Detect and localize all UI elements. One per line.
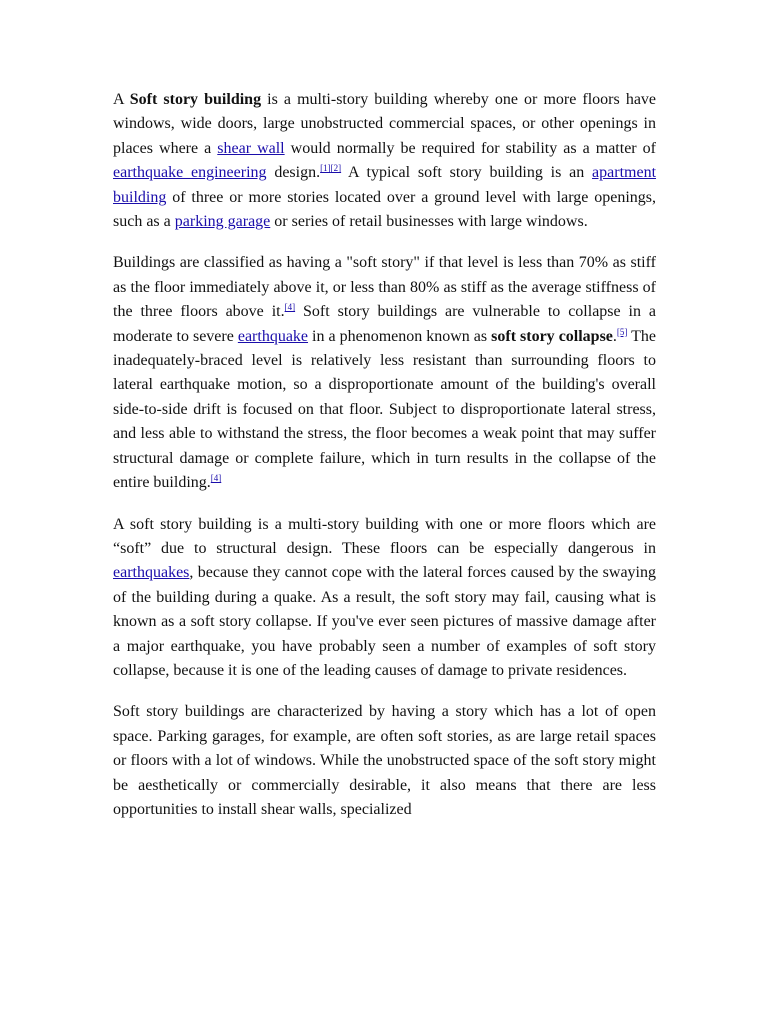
text-segment: in a phenomenon known as xyxy=(308,327,492,345)
document-body xyxy=(113,88,656,839)
paragraph-characteristics xyxy=(113,700,656,822)
text-segment: The inadequately-braced level is relatively less resistant than surrounding floors to lateral earthquake motion, so a disproportionate amount of the building's overall side-to-side drift is focused on that floor. Subject to disproportionate lateral stress, and less able to withstand the stress, the floor becomes a weak point that may suffer structural damage or complete failure, which in turn results in the collapse of the entire building. xyxy=(113,327,656,492)
link-parking-garage[interactable]: parking garage xyxy=(174,213,271,231)
text-segment: or series of retail businesses with large windows. xyxy=(270,213,588,231)
reference-4-link[interactable]: [4] xyxy=(284,302,296,313)
text-segment: A xyxy=(113,91,130,108)
term-soft-story-collapse: soft story collapse xyxy=(491,327,613,345)
reference-4-link[interactable]: [4] xyxy=(210,473,222,484)
text-segment: A typical soft story building is an xyxy=(341,164,593,182)
text-segment: would normally be required for stability as a matter of xyxy=(284,139,656,157)
text-segment: Buildings are classified as having a "soft story" if that level is less than 70% as stiff as the floor immediately above it, or less than 80% as stiff as the average stiffness of the three floors above it. xyxy=(113,254,656,321)
text-segment: . xyxy=(612,327,617,345)
link-apartment-building[interactable]: apartment building xyxy=(113,164,657,206)
paragraph-classification xyxy=(113,251,656,495)
text-segment: of three or more stories located over a ground level with large openings, such as a xyxy=(113,188,656,231)
term-soft-story-building: Soft story building xyxy=(129,91,262,108)
link-earthquake-engineering[interactable]: earthquake engineering xyxy=(113,164,267,182)
text-segment: , because they cannot cope with the lateral forces caused by the swaying of the building during a quake. As a result, the soft story may fail, causing what is known as a soft story collapse. If you've ever seen pictures of massive damage after a major earthquake, you have probably seen a number of examples of soft story collapse, because it is one of the leading causes of damage to private residences. xyxy=(113,564,656,679)
text-segment: is a multi-story building whereby one or more floors have windows, wide doors, large unobstructed commercial spaces, or other openings in places where a xyxy=(113,91,657,157)
paragraph-dangers xyxy=(113,513,656,684)
text-segment: Soft story buildings are vulnerable to collapse in a moderate to severe xyxy=(113,303,656,345)
link-earthquake[interactable]: earthquake xyxy=(237,327,309,345)
link-shear-wall[interactable]: shear wall xyxy=(217,139,285,157)
text-segment: design. xyxy=(266,164,321,182)
text-segment: A soft story building is a multi-story building with one or more floors which are “soft” due to structural design. These floors can be especially dangerous in xyxy=(113,515,656,557)
reference-1-link[interactable]: [1] xyxy=(320,163,331,174)
paragraph-definition xyxy=(113,88,656,234)
reference-2-link[interactable]: [2] xyxy=(330,163,342,174)
text-segment: Soft story buildings are characterized by having a story which has a lot of open space. Parking garages, for example, are often soft stories, as are large retail spaces or floors with a lot of windows. While the unobstructed space of the soft story might be aesthetically or commercially desirable, it also means that there are less opportunities to install shear walls, specialized xyxy=(113,703,656,818)
link-earthquakes[interactable]: earthquakes xyxy=(113,564,190,582)
reference-5-link[interactable]: [5] xyxy=(616,326,628,337)
